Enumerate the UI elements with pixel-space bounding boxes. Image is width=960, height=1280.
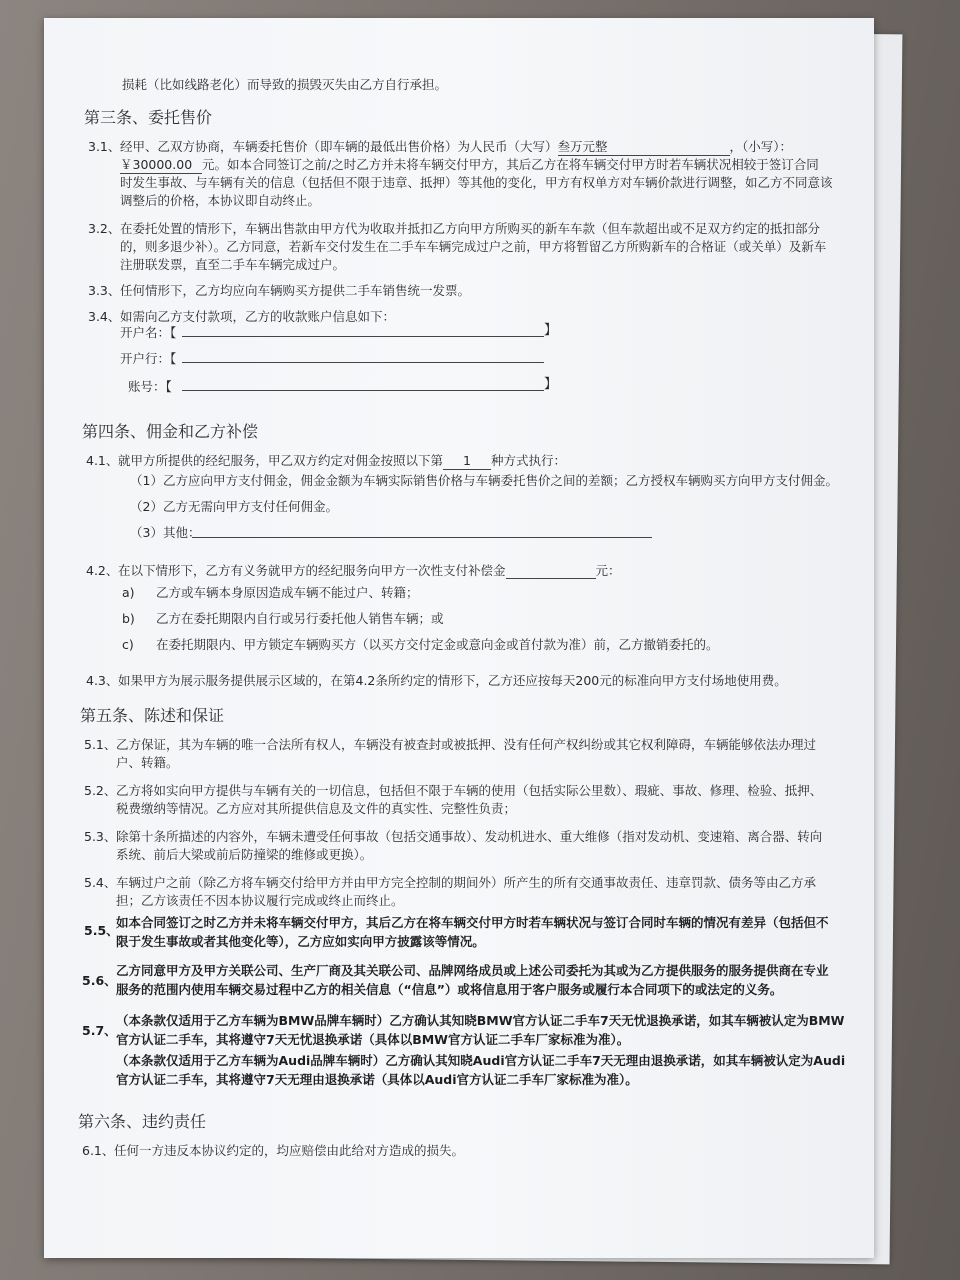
item-c-text: 在委托期限内、甲方锁定车辆购买方（以买方交付定金或意向金或首付款为准）前，乙方撤销委托的。 xyxy=(156,637,719,652)
price-in-words: 叁万元整 xyxy=(558,138,730,156)
clause-4-2-line-1 xyxy=(118,562,621,579)
account-name-close: 】 xyxy=(544,323,558,338)
clause-4-1-line-1 xyxy=(118,452,566,470)
section-5-title: 第五条、陈述和保证 xyxy=(80,706,225,725)
account-number-field[interactable] xyxy=(182,390,544,391)
clause-5-7-line-2: 官方认证二手车，其将遵守7天无忧退换承诺（具体以BMW官方认证二手车厂家标准为准）。 xyxy=(116,1032,630,1047)
commission-option-3: （3）其他： xyxy=(130,525,201,540)
bank-label: 开户行：【 xyxy=(120,351,177,366)
clause-5-5-number: 5.5、 xyxy=(84,923,119,938)
clause-5-1-line-1: 乙方保证，其为车辆的唯一合法所有权人，车辆没有被查封或被抵押、没有任何产权纠纷或其它权利障碍，车辆能够依法办理过 xyxy=(116,737,817,752)
item-a-text: 乙方或车辆本身原因造成车辆不能过户、转籍； xyxy=(156,585,419,600)
price-in-figures: ￥30000.00 xyxy=(120,156,202,174)
clause-5-7-line-3: （本条款仅适用于乙方车辆为Audi品牌车辆时）乙方确认其知晓Audi官方认证二手车7天无理由退换承诺，如其车辆被认定为Audi xyxy=(116,1053,846,1068)
section-6-title: 第六条、违约责任 xyxy=(78,1112,207,1131)
section-3-title: 第三条、委托售价 xyxy=(84,108,213,127)
clause-3-3-number: 3.3、 xyxy=(88,283,121,298)
clause-3-1-number: 3.1、 xyxy=(88,139,121,154)
clause-5-4-number: 5.4、 xyxy=(84,875,117,890)
clause-3-2-line-3: 注册联发票，直至二手车车辆完成过户。 xyxy=(120,257,346,272)
compensation-amount-field[interactable] xyxy=(506,564,596,579)
clause-3-1-text-c: 元。如本合同签订之前/之时乙方并未将车辆交付甲方，其后乙方在将车辆交付甲方时若车辆状况相较于签订合同 xyxy=(202,157,819,172)
clause-5-4-line-1: 车辆过户之前（除乙方将车辆交付给甲方并由甲方完全控制的期间外）所产生的所有交通事故责任、违章罚款、债务等由乙方承 xyxy=(116,875,817,890)
clause-3-1-text-b: ，（小写）： xyxy=(729,139,793,154)
clause-4-3-text: 如果甲方为展示服务提供展示区域的，在第4.2条所约定的情形下，乙方还应按每天200元的标准向甲方支付场地使用费。 xyxy=(118,673,787,688)
item-c-label: c) xyxy=(122,637,134,652)
clause-5-6-line-2: 服务的范围内使用车辆交易过程中乙方的相关信息（“信息”）或将信息用于客户服务或履行本合同项下的或法定的义务。 xyxy=(116,982,783,997)
clause-3-2-line-1: 在委托处置的情形下，车辆出售款由甲方代为收取并抵扣乙方向甲方所购买的新车车款（但车款超出或不足双方约定的抵扣部分 xyxy=(120,221,821,236)
commission-option-choice: 1 xyxy=(443,452,491,470)
clause-5-2-line-2: 税费缴纳等情况。乙方应对其所提供信息及文件的真实性、完整性负责； xyxy=(116,801,517,816)
clause-5-6-line-1: 乙方同意甲方及甲方关联公司、生产厂商及其关联公司、品牌网络成员或上述公司委托为其或为乙方提供服务的服务提供商在专业 xyxy=(116,963,829,978)
commission-other-field[interactable] xyxy=(192,537,652,538)
clause-3-2-line-2: 的，则多退少补）。乙方同意，若新车交付发生在二手车车辆完成过户之前，甲方将暂留乙方所购新车的合格证（或关单）及新车 xyxy=(120,239,827,254)
clause-3-1-line-4: 调整后的价格，本协议即自动终止。 xyxy=(120,193,321,208)
continuation-line: 损耗（比如线路老化）而导致的损毁灭失由乙方自行承担。 xyxy=(122,77,448,92)
clause-3-1-text-a: 经甲、乙双方协商，车辆委托售价（即车辆的最低出售价格）为人民币（大写） xyxy=(120,139,558,154)
clause-5-7-line-1: （本条款仅适用于乙方车辆为BMW品牌车辆时）乙方确认其知晓BMW官方认证二手车7天无忧退换承诺，如其车辆被认定为BMW xyxy=(116,1013,845,1028)
clause-5-3-number: 5.3、 xyxy=(84,829,117,844)
clause-5-4-line-2: 担；乙方该责任不因本协议履行完成或终止而终止。 xyxy=(116,893,404,908)
clause-4-2-text-a: 在以下情形下，乙方有义务就甲方的经纪服务向甲方一次性支付补偿金 xyxy=(118,563,506,578)
clause-5-7-number: 5.7、 xyxy=(82,1023,117,1038)
commission-option-2: （2）乙方无需向甲方支付任何佣金。 xyxy=(130,499,338,514)
clause-5-5-line-1: 如本合同签订之时乙方并未将车辆交付甲方，其后乙方在将车辆交付甲方时若车辆状况与签订合同时车辆的情况有差异（包括但不 xyxy=(116,915,829,930)
clause-4-1-number: 4.1、 xyxy=(86,453,119,468)
bank-field[interactable] xyxy=(182,362,544,363)
clause-4-1-text-a: 就甲方所提供的经纪服务，甲乙双方约定对佣金按照以下第 xyxy=(118,453,444,468)
item-b-label: b) xyxy=(122,611,135,626)
clause-3-1-line-1 xyxy=(120,138,792,156)
clause-3-4-text: 如需向乙方支付款项，乙方的收款账户信息如下： xyxy=(120,309,396,324)
commission-option-1: （1）乙方应向甲方支付佣金，佣金金额为车辆实际销售价格与车辆委托售价之间的差额；乙方授权车辆购买方向甲方支付佣金。 xyxy=(130,473,838,488)
clause-3-1-line-2 xyxy=(120,156,819,174)
clause-5-2-line-1: 乙方将如实向甲方提供与车辆有关的一切信息，包括但不限于车辆的使用（包括实际公里数）、瑕疵、事故、修理、检验、抵押、 xyxy=(116,783,823,798)
clause-6-1-text: 任何一方违反本协议约定的，均应赔偿由此给对方造成的损失。 xyxy=(114,1143,465,1158)
clause-4-2-text-b: 元： xyxy=(595,563,621,578)
clause-5-3-line-1: 除第十条所描述的内容外，车辆未遭受任何事故（包括交通事故）、发动机进水、重大维修（指对发动机、变速箱、离合器、转向 xyxy=(116,829,823,844)
account-name-field[interactable] xyxy=(182,336,544,337)
account-number-close: 】 xyxy=(544,377,558,392)
clause-5-5-line-2: 限于发生事故或者其他变化等），乙方应如实向甲方披露该等情况。 xyxy=(116,934,485,949)
clause-6-1-number: 6.1、 xyxy=(82,1143,115,1158)
clause-3-2-number: 3.2、 xyxy=(88,221,121,236)
clause-5-7-line-4: 官方认证二手车，其将遵守7天无理由退换承诺（具体以Audi官方认证二手车厂家标准为准）。 xyxy=(116,1072,638,1087)
clause-5-6-number: 5.6、 xyxy=(82,973,117,988)
clause-4-1-text-b: 种方式执行： xyxy=(491,453,567,468)
clause-3-1-line-3: 时发生事故、与车辆有关的信息（包括但不限于违章、抵押）等其他的变化，甲方有权单方对车辆价款进行调整，如乙方不同意该 xyxy=(120,175,833,190)
account-name-label: 开户名：【 xyxy=(120,325,177,340)
account-number-label: 账号：【 xyxy=(128,379,172,394)
clause-5-3-line-2: 系统、前后大梁或前后防撞梁的维修或更换）。 xyxy=(116,847,373,862)
clause-5-2-number: 5.2、 xyxy=(84,783,117,798)
section-4-title: 第四条、佣金和乙方补偿 xyxy=(82,422,259,441)
item-a-label: a) xyxy=(122,585,135,600)
clause-4-3-number: 4.3、 xyxy=(86,673,119,688)
clause-4-2-number: 4.2、 xyxy=(86,563,119,578)
contract-page xyxy=(44,18,874,1258)
clause-5-1-number: 5.1、 xyxy=(84,737,117,752)
clause-5-1-line-2: 户、转籍。 xyxy=(116,755,179,770)
clause-3-3-text: 任何情形下，乙方均应向车辆购买方提供二手车销售统一发票。 xyxy=(120,283,471,298)
clause-3-4-number: 3.4、 xyxy=(88,309,121,324)
item-b-text: 乙方在委托期限内自行或另行委托他人销售车辆；或 xyxy=(156,611,444,626)
